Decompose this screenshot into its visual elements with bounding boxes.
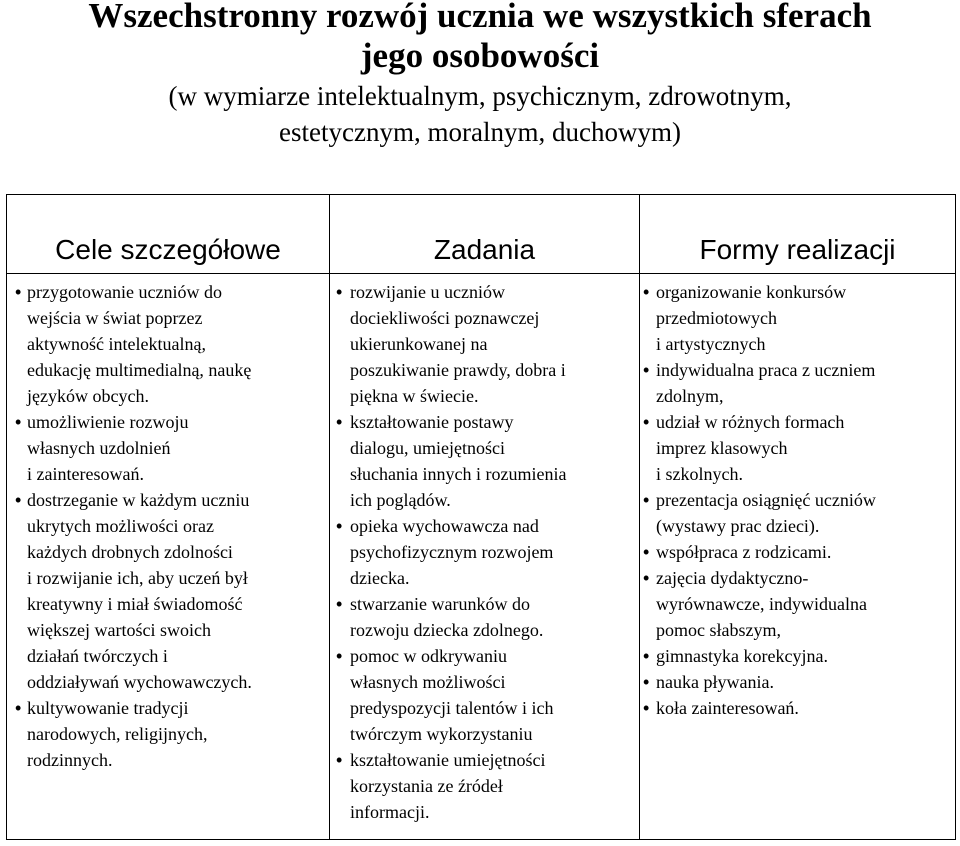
list-item-line: piękna w świecie. [350, 386, 479, 406]
list-item-line: • pomoc w odkrywaniu [350, 646, 507, 666]
list-item-line: • opieka wychowawcza nad [350, 516, 539, 536]
list-item-line: i zainteresowań. [27, 464, 144, 484]
list-item-line: słuchania innych i rozumienia [350, 464, 567, 484]
list-item-line: ukrytych możliwości oraz [27, 516, 214, 536]
list-item-line: • umożliwienie rozwoju [27, 412, 189, 432]
goals-table [6, 194, 956, 840]
list-item-line: każdych drobnych zdolności [27, 542, 233, 562]
list-item-line: dziecka. [350, 568, 410, 588]
list-item-line: i rozwijanie ich, aby uczeń był [27, 568, 248, 588]
list-item [330, 279, 639, 409]
list-item-line: oddziaływań wychowawczych. [27, 672, 252, 692]
list-item-line: • kształtowanie umiejętności [350, 750, 546, 770]
list-zadania [330, 279, 639, 825]
list-item-line: • gimnastyka korekcyjna. [656, 646, 828, 666]
list-item [7, 279, 329, 409]
list-item [640, 669, 955, 695]
list-formy [640, 279, 955, 721]
list-item-line: • koła zainteresowań. [656, 698, 799, 718]
list-item-line: wyrównawcze, indywidualna [656, 594, 867, 614]
list-item-line: pomoc słabszym, [656, 620, 781, 640]
list-item-line: • indywidualna praca z uczniem [656, 360, 876, 380]
list-item-line: działań twórczych i [27, 646, 168, 666]
list-item [330, 409, 639, 513]
list-item [640, 565, 955, 643]
header-zadania: Zadania [330, 195, 640, 274]
list-item [640, 487, 955, 539]
list-item-line: • dostrzeganie w każdym uczniu [27, 490, 250, 510]
list-item-line: imprez klasowych [656, 438, 788, 458]
list-item [7, 409, 329, 487]
list-item [7, 487, 329, 695]
list-item-line: aktywność intelektualną, [27, 334, 206, 354]
list-item-line: twórczym wykorzystaniu [350, 724, 533, 744]
cell-zadania [330, 274, 640, 840]
list-item-line: wejścia w świat poprzez [27, 308, 203, 328]
list-cele [7, 279, 329, 773]
list-item [7, 695, 329, 773]
list-item [640, 409, 955, 487]
list-item-line: dociekliwości poznawczej [350, 308, 540, 328]
header-cele: Cele szczegółowe [7, 195, 330, 274]
list-item-line: poszukiwanie prawdy, dobra i [350, 360, 566, 380]
header-formy: Formy realizacji [640, 195, 956, 274]
title-line-1: Wszechstronny rozwój ucznia we wszystkich sferach [88, 0, 872, 35]
list-item-line: większej wartości swoich [27, 620, 211, 640]
list-item-line: kreatywny i miał świadomość [27, 594, 243, 614]
table-header-row [7, 195, 956, 274]
list-item-line: ich poglądów. [350, 490, 451, 510]
list-item [330, 747, 639, 825]
list-item-line: • stwarzanie warunków do [350, 594, 530, 614]
list-item-line: edukację multimedialną, naukę [27, 360, 252, 380]
list-item-line: • rozwijanie u uczniów [350, 282, 505, 302]
list-item [330, 591, 639, 643]
list-item-line: • kultywowanie tradycji [27, 698, 189, 718]
list-item [640, 539, 955, 565]
list-item [330, 643, 639, 747]
list-item-line: • udział w różnych formach [656, 412, 845, 432]
list-item-line: rodzinnych. [27, 750, 113, 770]
list-item-line: korzystania ze źródeł [350, 776, 503, 796]
list-item-line: • prezentacja osiągnięć uczniów [656, 490, 876, 510]
list-item-line: zdolnym, [656, 386, 724, 406]
list-item-line: rozwoju dziecka zdolnego. [350, 620, 544, 640]
list-item-line: własnych możliwości [350, 672, 506, 692]
list-item [640, 357, 955, 409]
list-item-line: • współpraca z rodzicami. [656, 542, 832, 562]
subtitle-line-1: (w wymiarze intelektualnym, psychicznym, zdrowotnym, [168, 81, 792, 111]
list-item [330, 513, 639, 591]
list-item-line: • przygotowanie uczniów do [27, 282, 222, 302]
list-item-line: języków obcych. [27, 386, 149, 406]
list-item-line: dialogu, umiejętności [350, 438, 505, 458]
cell-formy [640, 274, 956, 840]
list-item-line: ukierunkowanej na [350, 334, 488, 354]
table-body-row [7, 274, 956, 840]
document-title [0, 0, 960, 150]
list-item [640, 695, 955, 721]
list-item-line: psychofizycznym rozwojem [350, 542, 554, 562]
list-item-line: narodowych, religijnych, [27, 724, 208, 744]
subtitle-line-2: estetycznym, moralnym, duchowym) [279, 117, 681, 147]
title-line-2: jego osobowości [360, 36, 600, 75]
cell-cele [7, 274, 330, 840]
list-item-line: i szkolnych. [656, 464, 743, 484]
list-item-line: przedmiotowych [656, 308, 777, 328]
list-item-line: predyspozycji talentów i ich [350, 698, 554, 718]
list-item-line: własnych uzdolnień [27, 438, 171, 458]
list-item [640, 279, 955, 357]
list-item-line: • zajęcia dydaktyczno- [656, 568, 809, 588]
list-item-line: (wystawy prac dzieci). [656, 516, 820, 536]
list-item-line: informacji. [350, 802, 430, 822]
list-item-line: i artystycznych [656, 334, 766, 354]
list-item-line: • organizowanie konkursów [656, 282, 847, 302]
list-item [640, 643, 955, 669]
list-item-line: • nauka pływania. [656, 672, 774, 692]
list-item-line: • kształtowanie postawy [350, 412, 514, 432]
